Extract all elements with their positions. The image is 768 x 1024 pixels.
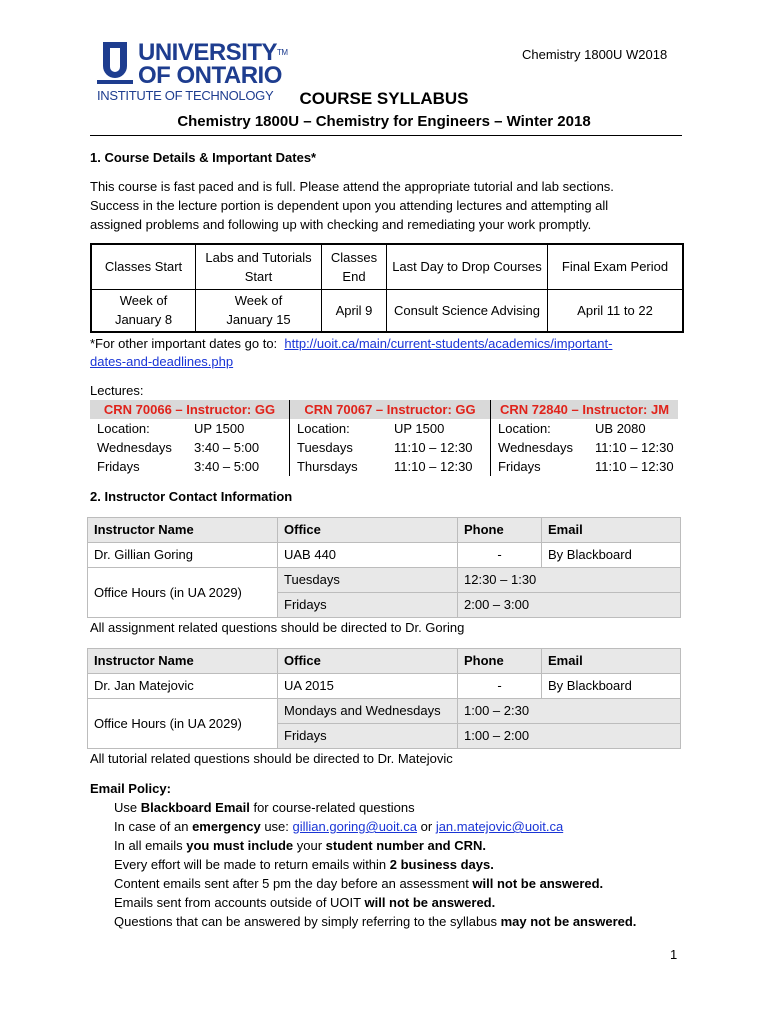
instructor-office: UA 2015	[278, 674, 458, 699]
important-dates-link[interactable]: http://uoit.ca/main/current-students/academics/important-	[284, 336, 613, 351]
email-policy-line-1: Use Blackboard Email for course-related questions	[114, 800, 415, 815]
lectures-row	[90, 419, 678, 438]
office-hours-day: Tuesdays	[278, 568, 458, 593]
lecture-cell: UB 2080	[595, 421, 646, 436]
instructor-name: Dr. Jan Matejovic	[88, 674, 278, 699]
table-header: Email	[542, 518, 681, 543]
lecture-cell: 11:10 – 12:30	[393, 459, 473, 474]
email-policy-line-5: Content emails sent after 5 pm the day before an assessment will not be answered.	[114, 876, 604, 891]
dates-header-cell: Last Day to Drop Courses	[387, 244, 548, 289]
lectures-header-row	[90, 400, 678, 419]
email-link-matejovic[interactable]: jan.matejovic@uoit.ca	[435, 819, 564, 834]
table-header: Instructor Name	[88, 518, 278, 543]
crn-70066-header: CRN 70066 – Instructor: GG	[90, 400, 289, 419]
office-hours-day: Fridays	[278, 724, 458, 749]
instructor-phone: -	[458, 674, 542, 699]
table-header: Phone	[458, 649, 542, 674]
section-1-heading: 1. Course Details & Important Dates*	[90, 150, 317, 165]
page-number: 1	[670, 947, 678, 962]
lecture-cell: Fridays	[491, 457, 589, 476]
lecture-cell: 11:10 – 12:30	[595, 459, 674, 474]
table-header: Office	[278, 518, 458, 543]
lecture-cell: UP 1500	[194, 421, 245, 436]
logo-text-university: UNIVERSITY™	[138, 39, 288, 66]
dates-value-cell: April 9	[322, 289, 387, 332]
lecture-cell: Fridays	[97, 459, 140, 474]
lectures-table	[90, 400, 678, 476]
lecture-cell: Wednesdays	[491, 438, 589, 457]
instructor-phone: -	[458, 543, 542, 568]
office-hours-label: Office Hours (in UA 2029)	[88, 568, 278, 618]
section-2-heading: 2. Instructor Contact Information	[90, 489, 293, 504]
office-hours-time: 1:00 – 2:00	[458, 724, 681, 749]
office-hours-row	[88, 699, 681, 724]
instructor-header-row	[88, 518, 681, 543]
email-policy-line-7: Questions that can be answered by simply referring to the syllabus may not be answered.	[114, 914, 637, 929]
lectures-label: Lectures:	[90, 383, 144, 398]
lecture-cell: 3:40 – 5:00	[194, 440, 260, 455]
dates-value-cell: Week of January 15	[196, 289, 322, 332]
email-policy-line-6: Emails sent from accounts outside of UOIT will not be answered.	[114, 895, 496, 910]
logo-text-of-ontario: OF ONTARIO	[138, 62, 282, 89]
instructor-email: By Blackboard	[542, 674, 681, 699]
university-logo-icon	[97, 42, 133, 86]
email-policy-line-3: In all emails you must include your student number and CRN.	[114, 838, 487, 853]
email-policy-line-2: In case of an emergency use: gillian.goring@uoit.ca or jan.matejovic@uoit.ca	[114, 819, 564, 834]
dates-header-cell: Labs and Tutorials Start	[196, 244, 322, 289]
dates-value-row	[91, 289, 683, 332]
instructor-table-matejovic	[87, 648, 681, 749]
table-header: Email	[542, 649, 681, 674]
intro-line-1: This course is fast paced and is full. Please attend the appropriate tutorial and lab sections.	[90, 179, 614, 194]
office-hours-day: Mondays and Wednesdays	[278, 699, 458, 724]
page-title: COURSE SYLLABUS	[299, 89, 469, 108]
table-header: Office	[278, 649, 458, 674]
lecture-cell: Location:	[97, 421, 150, 436]
lecture-cell: 11:10 – 12:30	[393, 440, 473, 455]
dates-header-cell: Classes Start	[91, 244, 196, 289]
intro-line-3: assigned problems and following up with checking and remediating your work promptly.	[90, 217, 592, 232]
page-subtitle: Chemistry 1800U – Chemistry for Engineers – Winter 2018	[177, 113, 591, 130]
dates-value-cell: Week of January 8	[91, 289, 196, 332]
matejovic-note: All tutorial related questions should be directed to Dr. Matejovic	[90, 751, 453, 766]
table-header: Phone	[458, 518, 542, 543]
lecture-cell: Location:	[289, 419, 387, 438]
email-policy-heading: Email Policy:	[90, 781, 171, 796]
lecture-cell: 3:40 – 5:00	[194, 459, 260, 474]
office-hours-day: Fridays	[278, 593, 458, 618]
email-policy-line-4: Every effort will be made to return emails within 2 business days.	[114, 857, 494, 872]
intro-line-2: Success in the lecture portion is dependent upon you attending lectures and attempting all	[90, 198, 609, 213]
dates-header-cell: Final Exam Period	[548, 244, 684, 289]
dates-header-row	[91, 244, 683, 289]
dates-header-cell: Classes End	[322, 244, 387, 289]
office-hours-time: 2:00 – 3:00	[458, 593, 681, 618]
crn-70067-header: CRN 70067 – Instructor: GG	[289, 400, 490, 419]
instructor-name: Dr. Gillian Goring	[88, 543, 278, 568]
instructor-table-goring	[87, 517, 681, 618]
lecture-cell: Tuesdays	[289, 438, 387, 457]
lecture-cell: Location:	[491, 419, 589, 438]
instructor-office: UAB 440	[278, 543, 458, 568]
lecture-cell: 11:10 – 12:30	[595, 440, 674, 455]
table-header: Instructor Name	[88, 649, 278, 674]
lecture-cell: UP 1500	[393, 421, 445, 436]
important-dates-table	[90, 243, 684, 333]
lecture-cell: Wednesdays	[97, 440, 172, 455]
header-course-code: Chemistry 1800U W2018	[522, 47, 668, 62]
other-dates-note: *For other important dates go to: http://uoit.ca/main/current-students/academics/important-	[90, 336, 613, 351]
lectures-row	[90, 457, 678, 476]
office-hours-time: 12:30 – 1:30	[458, 568, 681, 593]
dates-value-cell: April 11 to 22	[548, 289, 684, 332]
title-divider	[90, 135, 682, 136]
lecture-cell: Thursdays	[289, 457, 387, 476]
office-hours-label: Office Hours (in UA 2029)	[88, 699, 278, 749]
dates-value-cell: Consult Science Advising	[387, 289, 548, 332]
instructor-header-row	[88, 649, 681, 674]
important-dates-link-cont[interactable]: dates-and-deadlines.php	[90, 354, 234, 369]
instructor-info-row	[88, 543, 681, 568]
lectures-row	[90, 438, 678, 457]
email-link-goring[interactable]: gillian.goring@uoit.ca	[292, 819, 418, 834]
office-hours-time: 1:00 – 2:30	[458, 699, 681, 724]
instructor-email: By Blackboard	[542, 543, 681, 568]
goring-note: All assignment related questions should be directed to Dr. Goring	[90, 620, 465, 635]
instructor-info-row	[88, 674, 681, 699]
office-hours-row	[88, 568, 681, 593]
crn-72840-header: CRN 72840 – Instructor: JM	[491, 400, 678, 419]
logo-text-institute: INSTITUTE OF TECHNOLOGY	[97, 88, 274, 103]
